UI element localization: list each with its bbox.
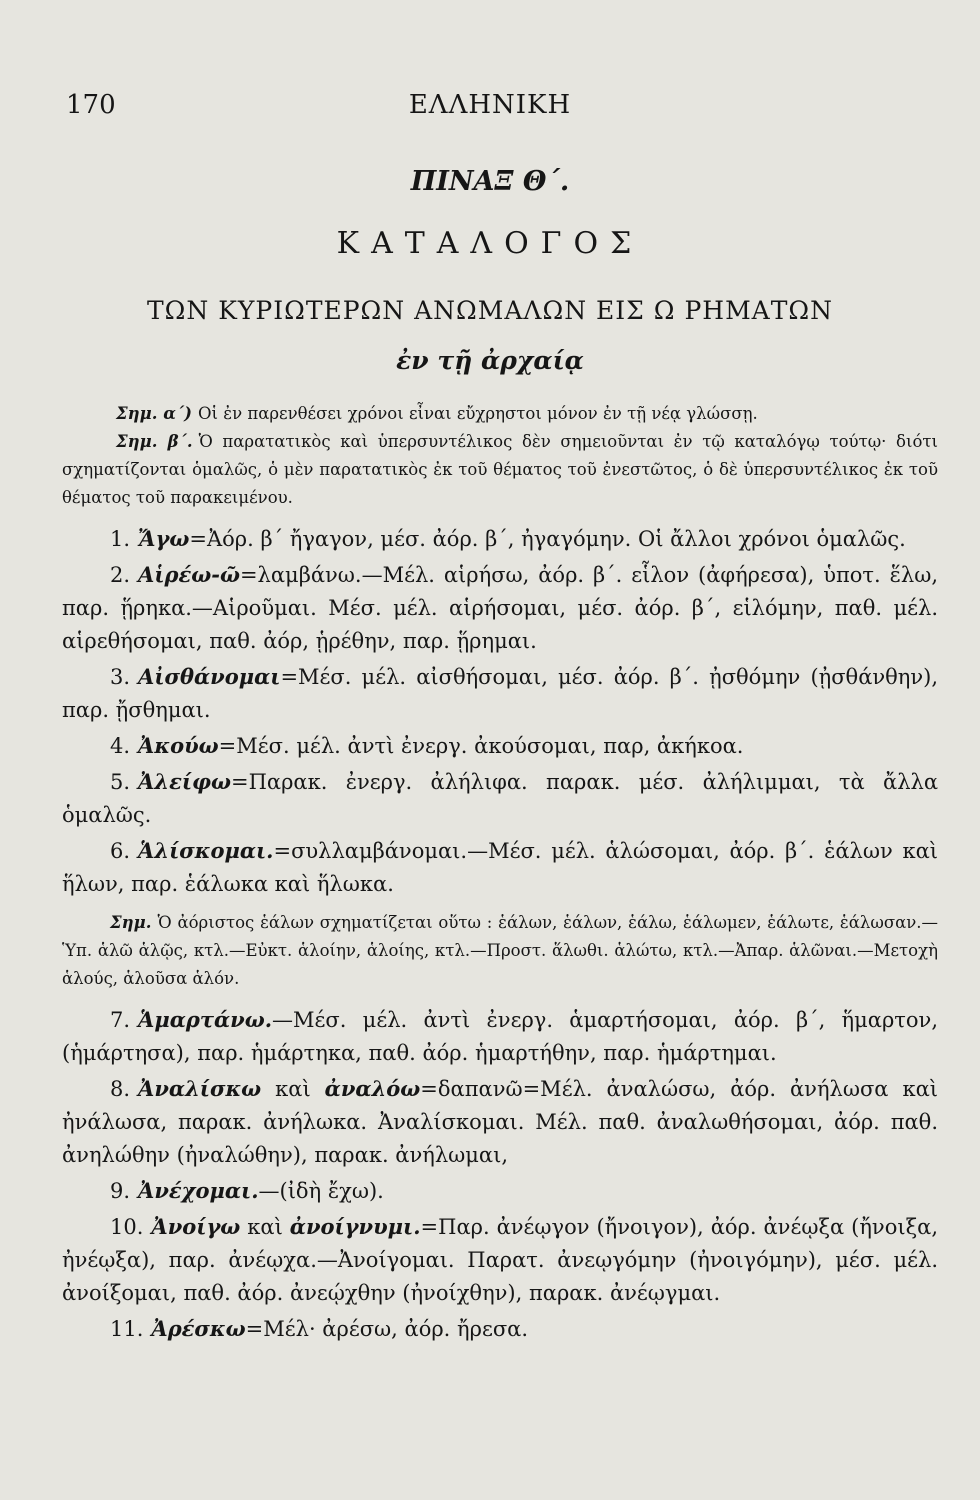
catalog-subtitle: ΤΩΝ ΚΥΡΙΩΤΕΡΩΝ ΑΝΩΜΑΛΩΝ ΕΙΣ Ω ΡΗΜΑΤΩΝ bbox=[146, 296, 833, 325]
entry-7 bbox=[62, 1003, 938, 1070]
entry-text: =Παρακ. ἐνεργ. ἀλήλιφα. παρακ. μέσ. ἀλήλιμμαι, τὰ ἄλλα ὁμαλῶς. bbox=[62, 770, 938, 827]
running-title: ΕΛΛΗΝΙΚΗ bbox=[408, 90, 572, 120]
entry-connector: καὶ bbox=[240, 1215, 290, 1239]
verb-catalog bbox=[62, 522, 938, 1348]
note-text: Ὁ ἀόριστος ἑάλων σχηματίζεται οὕτω : ἑάλων, ἑάλων, ἑάλω, ἑάλωμεν, ἑάλωτε, ἑάλωσαν.—Ὑπ. ἁλῶ ἁλῷς, κτλ.—Εὐκτ. ἁλοίην, ἁλοίης, κτλ.—Προστ. ἅλωθι. ἁλώτω, κτλ.—Ἀπαρ. ἁλῶναι.—Μετοχὴ ἁλούς, ἁλοῦσα ἁλόν. bbox=[62, 913, 938, 988]
entry-4 bbox=[62, 729, 938, 763]
entry-number: 8. bbox=[110, 1077, 131, 1101]
page-number: 170 bbox=[66, 90, 116, 120]
note-label: Σημ. β΄. bbox=[116, 432, 193, 451]
entry-11 bbox=[62, 1312, 938, 1346]
note-b bbox=[62, 428, 938, 512]
entry-text: =συλλαμβάνομαι.—Μέσ. μέλ. ἁλώσομαι, ἀόρ. β΄. ἑάλων καὶ ἥλων, παρ. ἑάλωκα καὶ ἥλωκα. bbox=[62, 839, 938, 896]
entry-headword: Ἀρέσκω bbox=[151, 1316, 246, 1341]
notes-block bbox=[62, 400, 938, 512]
note-text: Οἱ ἐν παρενθέσει χρόνοι εἶναι εὔχρηστοι μόνον ἐν τῇ νέᾳ γλώσσῃ. bbox=[197, 404, 758, 423]
entry-text: =Μέλ· ἀρέσω, ἀόρ. ἤρεσα. bbox=[245, 1317, 529, 1341]
table-title: ΠΙΝΑΞ Θ΄. bbox=[410, 166, 570, 197]
entry-text: =Παρ. ἀνέῳγον (ἤνοιγον), ἀόρ. ἀνέῳξα (ἤνοιξα, ἠνέῳξα), παρ. ἀνέῳχα.—Ἀνοίγομαι. Παρατ. ἀνεῳγόμην (ἠνοιγόμην), μέσ. μέλ. ἀνοίξομαι, παθ. ἀόρ. ἀνεῴχθην (ἠνοίχθην), παρακ. ἀνέῳγμαι. bbox=[62, 1215, 938, 1305]
note-text: Ὁ παρατατικὸς καὶ ὑπερσυντέλικος δὲν σημειοῦνται ἐν τῷ καταλόγῳ τούτῳ· διότι σχηματίζονται ὁμαλῶς, ὁ μὲν παρατατικὸς ἐκ τοῦ θέματος τοῦ ἐνεστῶτος, ὁ δὲ ὑπερσυντέλικος ἐκ τοῦ θέματος τοῦ παρακειμένου. bbox=[62, 432, 938, 507]
note-label: Σημ. α΄) bbox=[116, 404, 192, 423]
entry-8 bbox=[62, 1072, 938, 1172]
entry-number: 3. bbox=[110, 665, 131, 689]
entry-headword: Ἀναλίσκω bbox=[138, 1076, 262, 1101]
entry-headword: Ἀκούω bbox=[138, 733, 219, 758]
entry-number: 4. bbox=[110, 734, 131, 758]
entry-headword-2: ἀναλόω bbox=[324, 1076, 421, 1101]
entry-number: 5. bbox=[110, 770, 131, 794]
entry-number: 11. bbox=[110, 1317, 144, 1341]
entry-1 bbox=[62, 522, 938, 556]
entry-number: 7. bbox=[110, 1008, 131, 1032]
entry-headword: Ἀλείφω bbox=[138, 769, 231, 794]
entry-headword: Ἀνέχομαι. bbox=[138, 1178, 259, 1203]
entry-headword: Ἀνοίγω bbox=[151, 1214, 241, 1239]
entry-6 bbox=[62, 834, 938, 901]
page-header bbox=[0, 90, 980, 130]
entry-text: —Μέσ. μέλ. ἀντὶ ἐνεργ. ἁμαρτήσομαι, ἀόρ. β΄, ἥμαρτον, (ἡμάρτησα), παρ. ἡμάρτηκα, παθ. ἀόρ. ἡμαρτήθην, παρ. ἡμάρτημαι. bbox=[62, 1008, 938, 1065]
entry-headword: Ἁλίσκομαι. bbox=[138, 838, 274, 863]
entry-number: 10. bbox=[110, 1215, 144, 1239]
entry-text: =Μέσ. μέλ. αἰσθήσομαι, μέσ. ἀόρ. β΄. ᾐσθόμην (ᾐσθάνθην), παρ. ᾔσθημαι. bbox=[62, 665, 938, 722]
entry-number: 6. bbox=[110, 839, 131, 863]
entry-5 bbox=[62, 765, 938, 832]
entry-headword: Αἱρέω-ῶ bbox=[138, 562, 240, 587]
entry-2 bbox=[62, 558, 938, 658]
entry-connector: καὶ bbox=[261, 1077, 325, 1101]
entry-6-note bbox=[62, 909, 938, 993]
entry-headword: Αἰσθάνομαι bbox=[138, 664, 281, 689]
catalog-subtitle-2: ἐν τῇ ἀρχαίᾳ bbox=[396, 346, 584, 375]
entry-text: =Ἀόρ. β΄ ἤγαγον, μέσ. ἀόρ. β΄, ἠγαγόμην. Οἱ ἄλλοι χρόνοι ὁμαλῶς. bbox=[189, 527, 906, 551]
entry-number: 9. bbox=[110, 1179, 131, 1203]
entry-headword-2: ἀνοίγνυμι. bbox=[289, 1214, 421, 1239]
note-label: Σημ. bbox=[110, 913, 152, 932]
entry-number: 2. bbox=[110, 563, 131, 587]
entry-10 bbox=[62, 1210, 938, 1310]
entry-text: =Μέσ. μέλ. ἀντὶ ἐνεργ. ἀκούσομαι, παρ, ἀκήκοα. bbox=[218, 734, 744, 758]
catalog-title: ΚΑΤΑΛΟΓΟΣ bbox=[336, 226, 644, 261]
entry-3 bbox=[62, 660, 938, 727]
entry-number: 1. bbox=[110, 527, 131, 551]
entry-text: =δαπανῶ=Μέλ. ἀναλώσω, ἀόρ. ἀνήλωσα καὶ ἠνάλωσα, παρακ. ἀνήλωκα. Ἀναλίσκομαι. Μέλ. παθ. ἀναλωθήσομαι, ἀόρ. παθ. ἀνηλώθην (ἠναλώθην), παρακ. ἀνήλωμαι, bbox=[62, 1077, 938, 1167]
entry-9 bbox=[62, 1174, 938, 1208]
entry-headword: Ἁμαρτάνω. bbox=[138, 1007, 273, 1032]
entry-text: —(ἰδὴ ἔχω). bbox=[258, 1179, 384, 1203]
entry-headword: Ἄγω bbox=[138, 526, 190, 551]
note-a bbox=[62, 400, 938, 428]
entry-text: =λαμβάνω.—Μέλ. αἱρήσω, ἀόρ. β΄. εἷλον (ἀφήρεσα), ὑποτ. ἕλω, παρ. ᾕρηκα.—Αἱροῦμαι. Μέσ. μέλ. αἱρήσομαι, μέσ. ἀόρ. β΄, εἱλόμην, παθ. μέλ. αἱρεθήσομαι, παθ. ἀόρ, ᾑρέθην, παρ. ᾕρημαι. bbox=[62, 563, 938, 653]
